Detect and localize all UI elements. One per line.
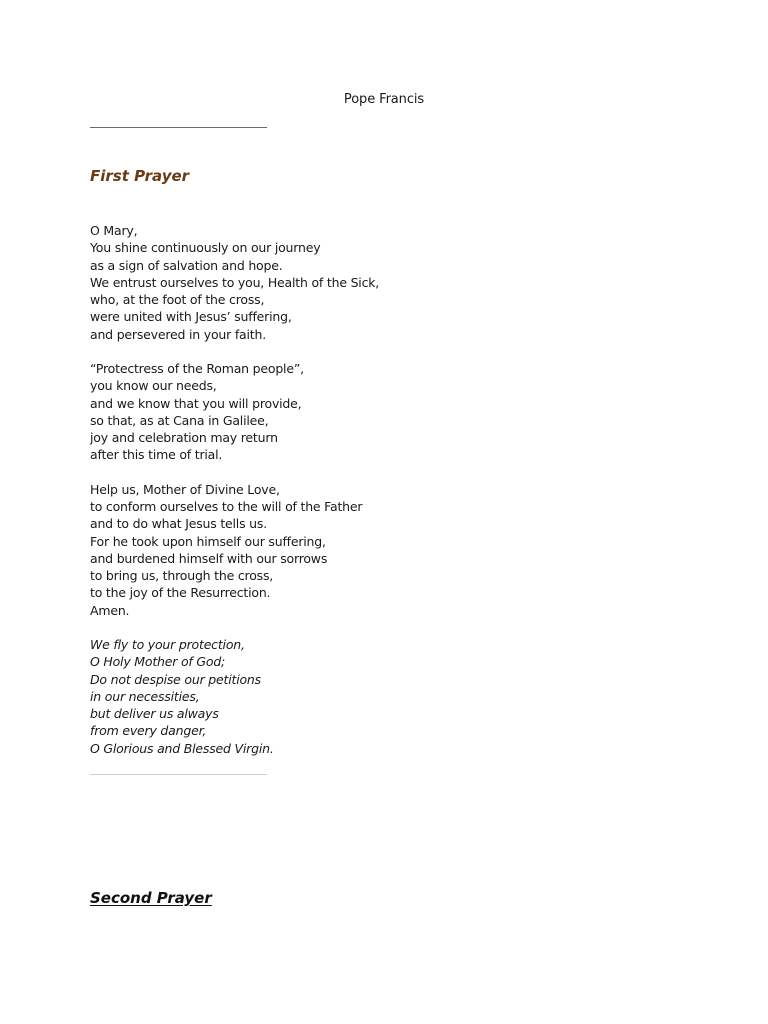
prayer-stanza [90, 222, 650, 343]
prayer-line: as a sign of salvation and hope. [90, 257, 283, 273]
prayer-line: Amen. [90, 602, 130, 618]
bottom-divider [90, 774, 267, 775]
second-prayer-heading: Second Prayer [90, 889, 212, 907]
prayer-line: and to do what Jesus tells us. [90, 516, 267, 532]
prayer-line: O Mary, [90, 223, 138, 238]
prayer-line: Do not despise our petitions [90, 671, 261, 687]
prayer-line: to the joy of the Resurrection. [90, 585, 271, 601]
prayer-line: joy and celebration may return [90, 430, 278, 445]
prayer-line: O Glorious and Blessed Virgin. [90, 740, 274, 756]
top-divider [90, 127, 267, 128]
author-name: Pope Francis [343, 92, 425, 107]
prayer-line: were united with Jesus’ suffering, [90, 309, 292, 325]
first-prayer-heading: First Prayer [90, 167, 190, 185]
prayer-line: from every danger, [90, 723, 207, 739]
prayer-body [90, 222, 650, 774]
prayer-line: who, at the foot of the cross, [90, 292, 265, 307]
prayer-line: after this time of trial. [90, 447, 223, 463]
prayer-line: in our necessities, [90, 688, 200, 704]
prayer-line: and persevered in your faith. [90, 326, 266, 342]
prayer-stanza [90, 481, 650, 619]
prayer-line: to conform ourselves to the will of the Father [90, 499, 363, 514]
prayer-line: so that, as at Cana in Galilee, [90, 412, 269, 428]
prayer-line: For he took upon himself our suffering, [90, 533, 326, 549]
prayer-line: to bring us, through the cross, [90, 568, 274, 583]
prayer-line: “Protectress of the Roman people”, [90, 361, 304, 376]
prayer-line: Help us, Mother of Divine Love, [90, 481, 280, 497]
prayer-line: You shine continuously on our journey [90, 240, 321, 256]
prayer-line: O Holy Mother of God; [90, 654, 226, 670]
prayer-line: but deliver us always [90, 706, 219, 721]
prayer-line: and burdened himself with our sorrows [90, 550, 328, 566]
prayer-line: We entrust ourselves to you, Health of the Sick, [90, 274, 380, 290]
prayer-stanza [90, 636, 650, 757]
prayer-line: and we know that you will provide, [90, 395, 302, 411]
prayer-line: you know our needs, [90, 378, 217, 394]
prayer-line: We fly to your protection, [90, 637, 245, 652]
prayer-stanza [90, 360, 650, 464]
